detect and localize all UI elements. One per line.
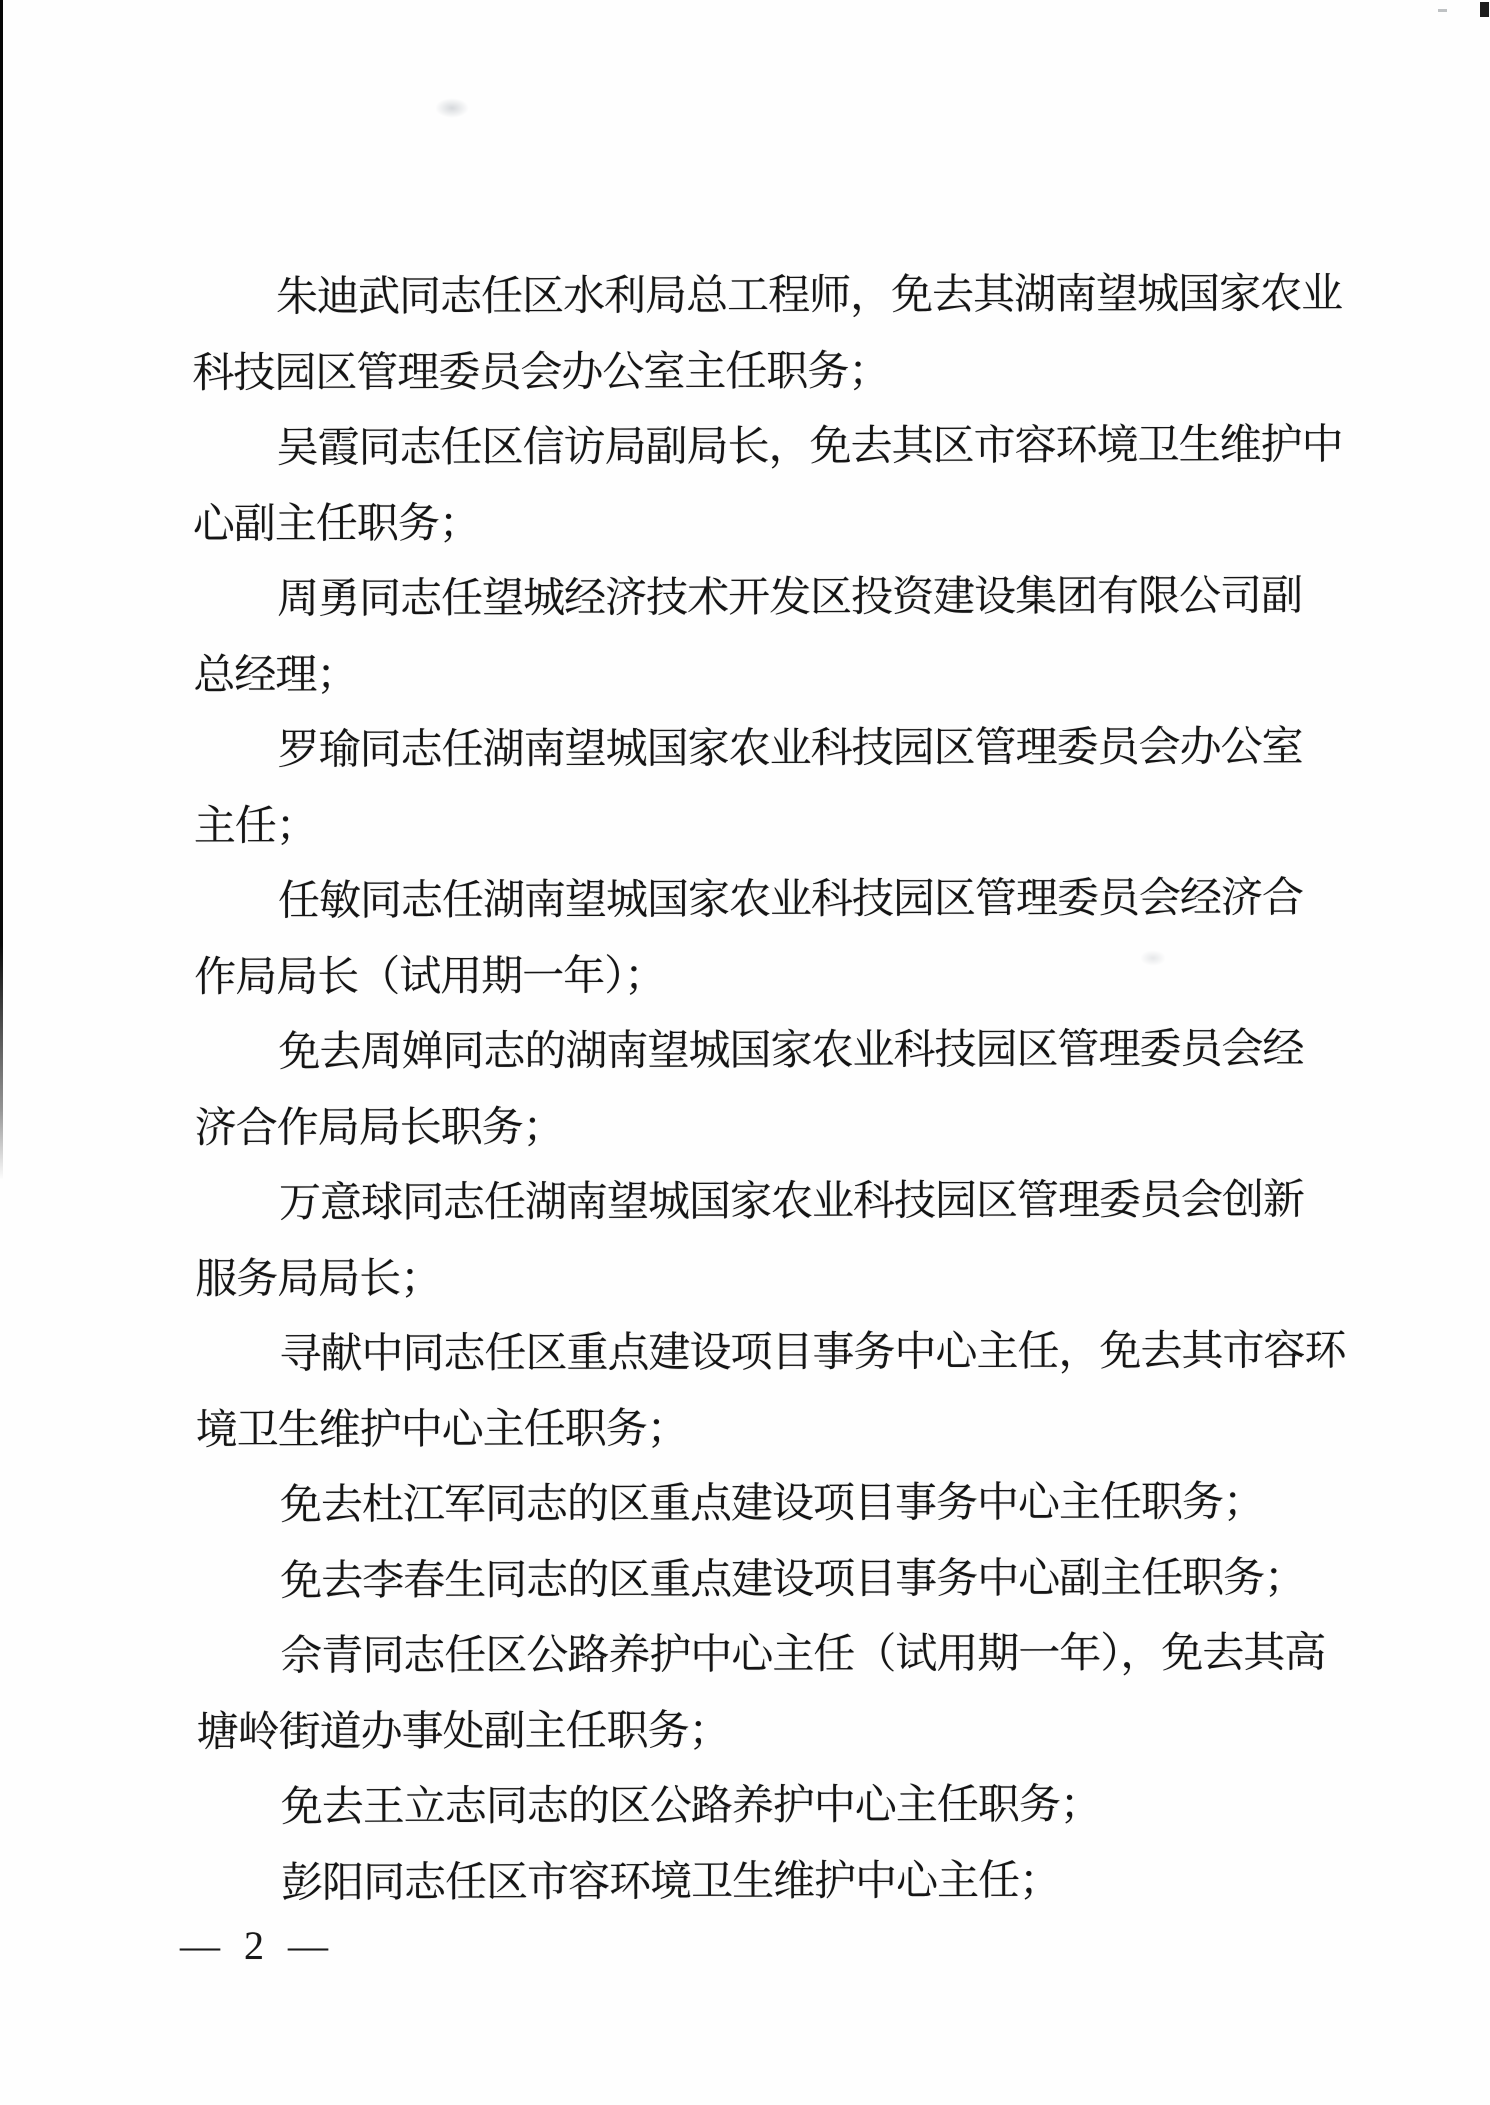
scan-corner-dash <box>1438 9 1447 12</box>
document-line: 免去王立志同志的区公路养护中心主任职务； <box>280 1782 1101 1831</box>
document-line: 服务局局长； <box>195 1255 442 1303</box>
scan-corner-mark <box>1480 2 1489 17</box>
document-line: 济合作局局长职务； <box>194 1104 564 1152</box>
document-line: 免去周婵同志的湖南望城国家农业科技园区管理委员会经 <box>278 1026 1304 1076</box>
document-line: 朱迪武同志任区水利局总工程师，免去其湖南望城国家农业 <box>276 271 1343 321</box>
document-line: 罗瑜同志任湖南望城国家农业科技园区管理委员会办公室 <box>277 724 1303 774</box>
document-line: 塘岭街道办事处副主任职务； <box>196 1707 730 1756</box>
document-line: 主任； <box>193 803 317 850</box>
document-body-text <box>192 257 1357 1922</box>
document-line: 总经理； <box>193 651 358 699</box>
scan-smudge <box>435 98 469 118</box>
page-number: — 2 — <box>180 1923 335 1968</box>
document-line: 境卫生维护中心主任职务； <box>195 1405 688 1454</box>
document-line: 彭阳同志任区市容环境卫生维护中心主任； <box>281 1857 1061 1907</box>
document-line: 免去杜江军同志的区重点建设项目事务中心主任职务； <box>279 1479 1264 1529</box>
document-line: 作局局长（试用期一年）； <box>194 953 666 1001</box>
document-line: 免去李春生同志的区重点建设项目事务中心副主任职务； <box>280 1555 1306 1605</box>
scan-left-edge-artifact <box>0 0 3 1180</box>
document-line: 任敏同志任湖南望城国家农业科技园区管理委员会经济合 <box>277 875 1304 925</box>
document-line: 心副主任职务； <box>192 500 480 548</box>
document-line: 寻献中同志任区重点建设项目事务中心主任，免去其市容环 <box>279 1328 1346 1378</box>
document-line: 吴霞同志任区信访局副局长，免去其区市容环境卫生维护中 <box>276 422 1343 472</box>
document-line: 万意球同志任湖南望城国家农业科技园区管理委员会创新 <box>278 1177 1305 1227</box>
document-line: 周勇同志任望城经济技术开发区投资建设集团有限公司副 <box>276 573 1303 623</box>
document-line: 佘青同志任区公路养护中心主任（试用期一年），免去其高 <box>280 1630 1326 1680</box>
document-line: 科技园区管理委员会办公室主任职务； <box>192 348 890 397</box>
